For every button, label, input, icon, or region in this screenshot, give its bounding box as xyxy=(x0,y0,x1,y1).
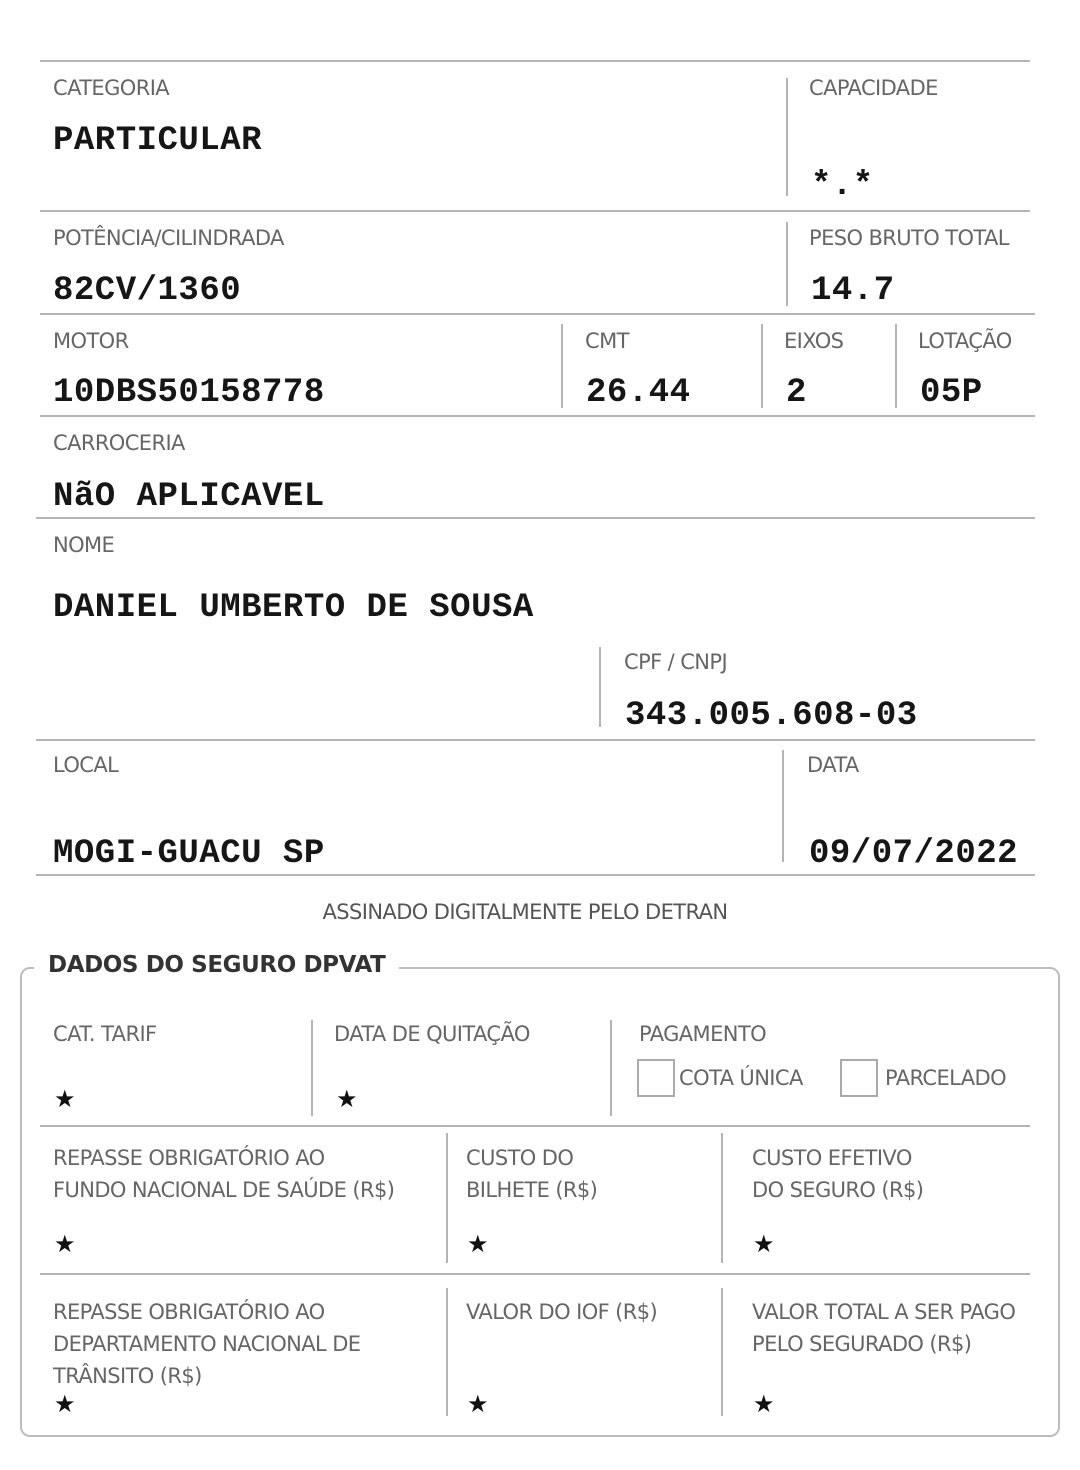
potencia-label: POTÊNCIA/CILINDRADA xyxy=(53,226,284,250)
repasse-fns-label-line2: FUNDO NACIONAL DE SAÚDE (R$) xyxy=(53,1178,395,1202)
cmt-label: CMT xyxy=(585,329,629,353)
column-divider xyxy=(895,324,897,408)
categoria-value: PARTICULAR xyxy=(53,122,263,160)
column-divider xyxy=(561,324,563,408)
cota-unica-checkbox[interactable] xyxy=(637,1059,675,1097)
row-divider xyxy=(36,739,1035,741)
peso-label: PESO BRUTO TOTAL xyxy=(809,226,1009,250)
custo-bilhete-value: ★ xyxy=(467,1230,489,1258)
capacidade-value: *.* xyxy=(811,167,874,205)
nome-value: DANIEL UMBERTO DE SOUSA xyxy=(53,589,534,627)
column-divider xyxy=(446,1133,448,1263)
row-divider xyxy=(40,313,1035,315)
parcelado-label: PARCELADO xyxy=(885,1066,1007,1090)
column-divider xyxy=(610,1020,612,1116)
valor-total-label-line1: VALOR TOTAL A SER PAGO xyxy=(752,1300,1016,1324)
signature-note: ASSINADO DIGITALMENTE PELO DETRAN xyxy=(322,900,728,924)
repasse-denatran-label-line2: DEPARTAMENTO NACIONAL DE xyxy=(53,1332,361,1356)
local-label: LOCAL xyxy=(53,753,119,777)
cpf-value: 343.005.608-03 xyxy=(625,697,918,735)
row-divider xyxy=(40,415,1035,417)
cat-tarif-label: CAT. TARIF xyxy=(53,1022,157,1046)
column-divider xyxy=(786,222,788,306)
column-divider xyxy=(782,750,784,862)
categoria-label: CATEGORIA xyxy=(53,76,170,100)
repasse-denatran-value: ★ xyxy=(54,1390,76,1418)
data-quitacao-value: ★ xyxy=(336,1085,358,1113)
motor-label: MOTOR xyxy=(53,329,129,353)
row-divider xyxy=(36,517,1035,519)
custo-efetivo-label-line1: CUSTO EFETIVO xyxy=(752,1146,912,1170)
custo-efetivo-label-line2: DO SEGURO (R$) xyxy=(752,1178,924,1202)
column-divider xyxy=(786,78,788,196)
dpvat-title: DADOS DO SEGURO DPVAT xyxy=(34,952,399,978)
lotacao-label: LOTAÇÃO xyxy=(918,329,1012,353)
column-divider xyxy=(446,1288,448,1416)
peso-value: 14.7 xyxy=(811,272,895,310)
valor-iof-label: VALOR DO IOF (R$) xyxy=(466,1300,658,1324)
column-divider xyxy=(311,1020,313,1116)
cpf-label: CPF / CNPJ xyxy=(624,650,728,674)
repasse-fns-label-line1: REPASSE OBRIGATÓRIO AO xyxy=(53,1146,325,1170)
row-divider xyxy=(40,210,1030,212)
cota-unica-label: COTA ÚNICA xyxy=(679,1066,803,1090)
row-divider xyxy=(40,1125,1030,1127)
capacidade-label: CAPACIDADE xyxy=(809,76,938,100)
custo-bilhete-label-line2: BILHETE (R$) xyxy=(466,1178,598,1202)
data-label: DATA xyxy=(807,753,859,777)
parcelado-checkbox[interactable] xyxy=(840,1059,878,1097)
custo-efetivo-value: ★ xyxy=(753,1230,775,1258)
row-divider xyxy=(40,1273,1030,1275)
eixos-label: EIXOS xyxy=(784,329,844,353)
eixos-value: 2 xyxy=(786,374,807,412)
custo-bilhete-label-line1: CUSTO DO xyxy=(466,1146,574,1170)
repasse-fns-value: ★ xyxy=(54,1230,76,1258)
column-divider xyxy=(761,324,763,408)
carroceria-label: CARROCERIA xyxy=(53,431,185,455)
valor-total-label-line2: PELO SEGURADO (R$) xyxy=(752,1332,972,1356)
nome-label: NOME xyxy=(53,533,115,557)
carroceria-value: NãO APLICAVEL xyxy=(53,478,325,516)
column-divider xyxy=(721,1288,723,1416)
data-quitacao-label: DATA DE QUITAÇÃO xyxy=(334,1022,530,1046)
repasse-denatran-label-line3: TRÂNSITO (R$) xyxy=(53,1364,202,1388)
repasse-denatran-label-line1: REPASSE OBRIGATÓRIO AO xyxy=(53,1300,325,1324)
lotacao-value: 05P xyxy=(920,374,983,412)
pagamento-label: PAGAMENTO xyxy=(639,1022,767,1046)
valor-iof-value: ★ xyxy=(467,1390,489,1418)
motor-value: 10DBS50158778 xyxy=(53,374,325,412)
column-divider xyxy=(599,647,601,727)
row-divider xyxy=(36,874,1035,876)
local-value: MOGI-GUACU SP xyxy=(53,835,325,873)
valor-total-value: ★ xyxy=(753,1390,775,1418)
cmt-value: 26.44 xyxy=(586,374,691,412)
column-divider xyxy=(721,1133,723,1263)
row-divider xyxy=(40,60,1030,62)
data-value: 09/07/2022 xyxy=(809,835,1019,873)
cat-tarif-value: ★ xyxy=(54,1085,76,1113)
potencia-value: 82CV/1360 xyxy=(53,272,242,310)
